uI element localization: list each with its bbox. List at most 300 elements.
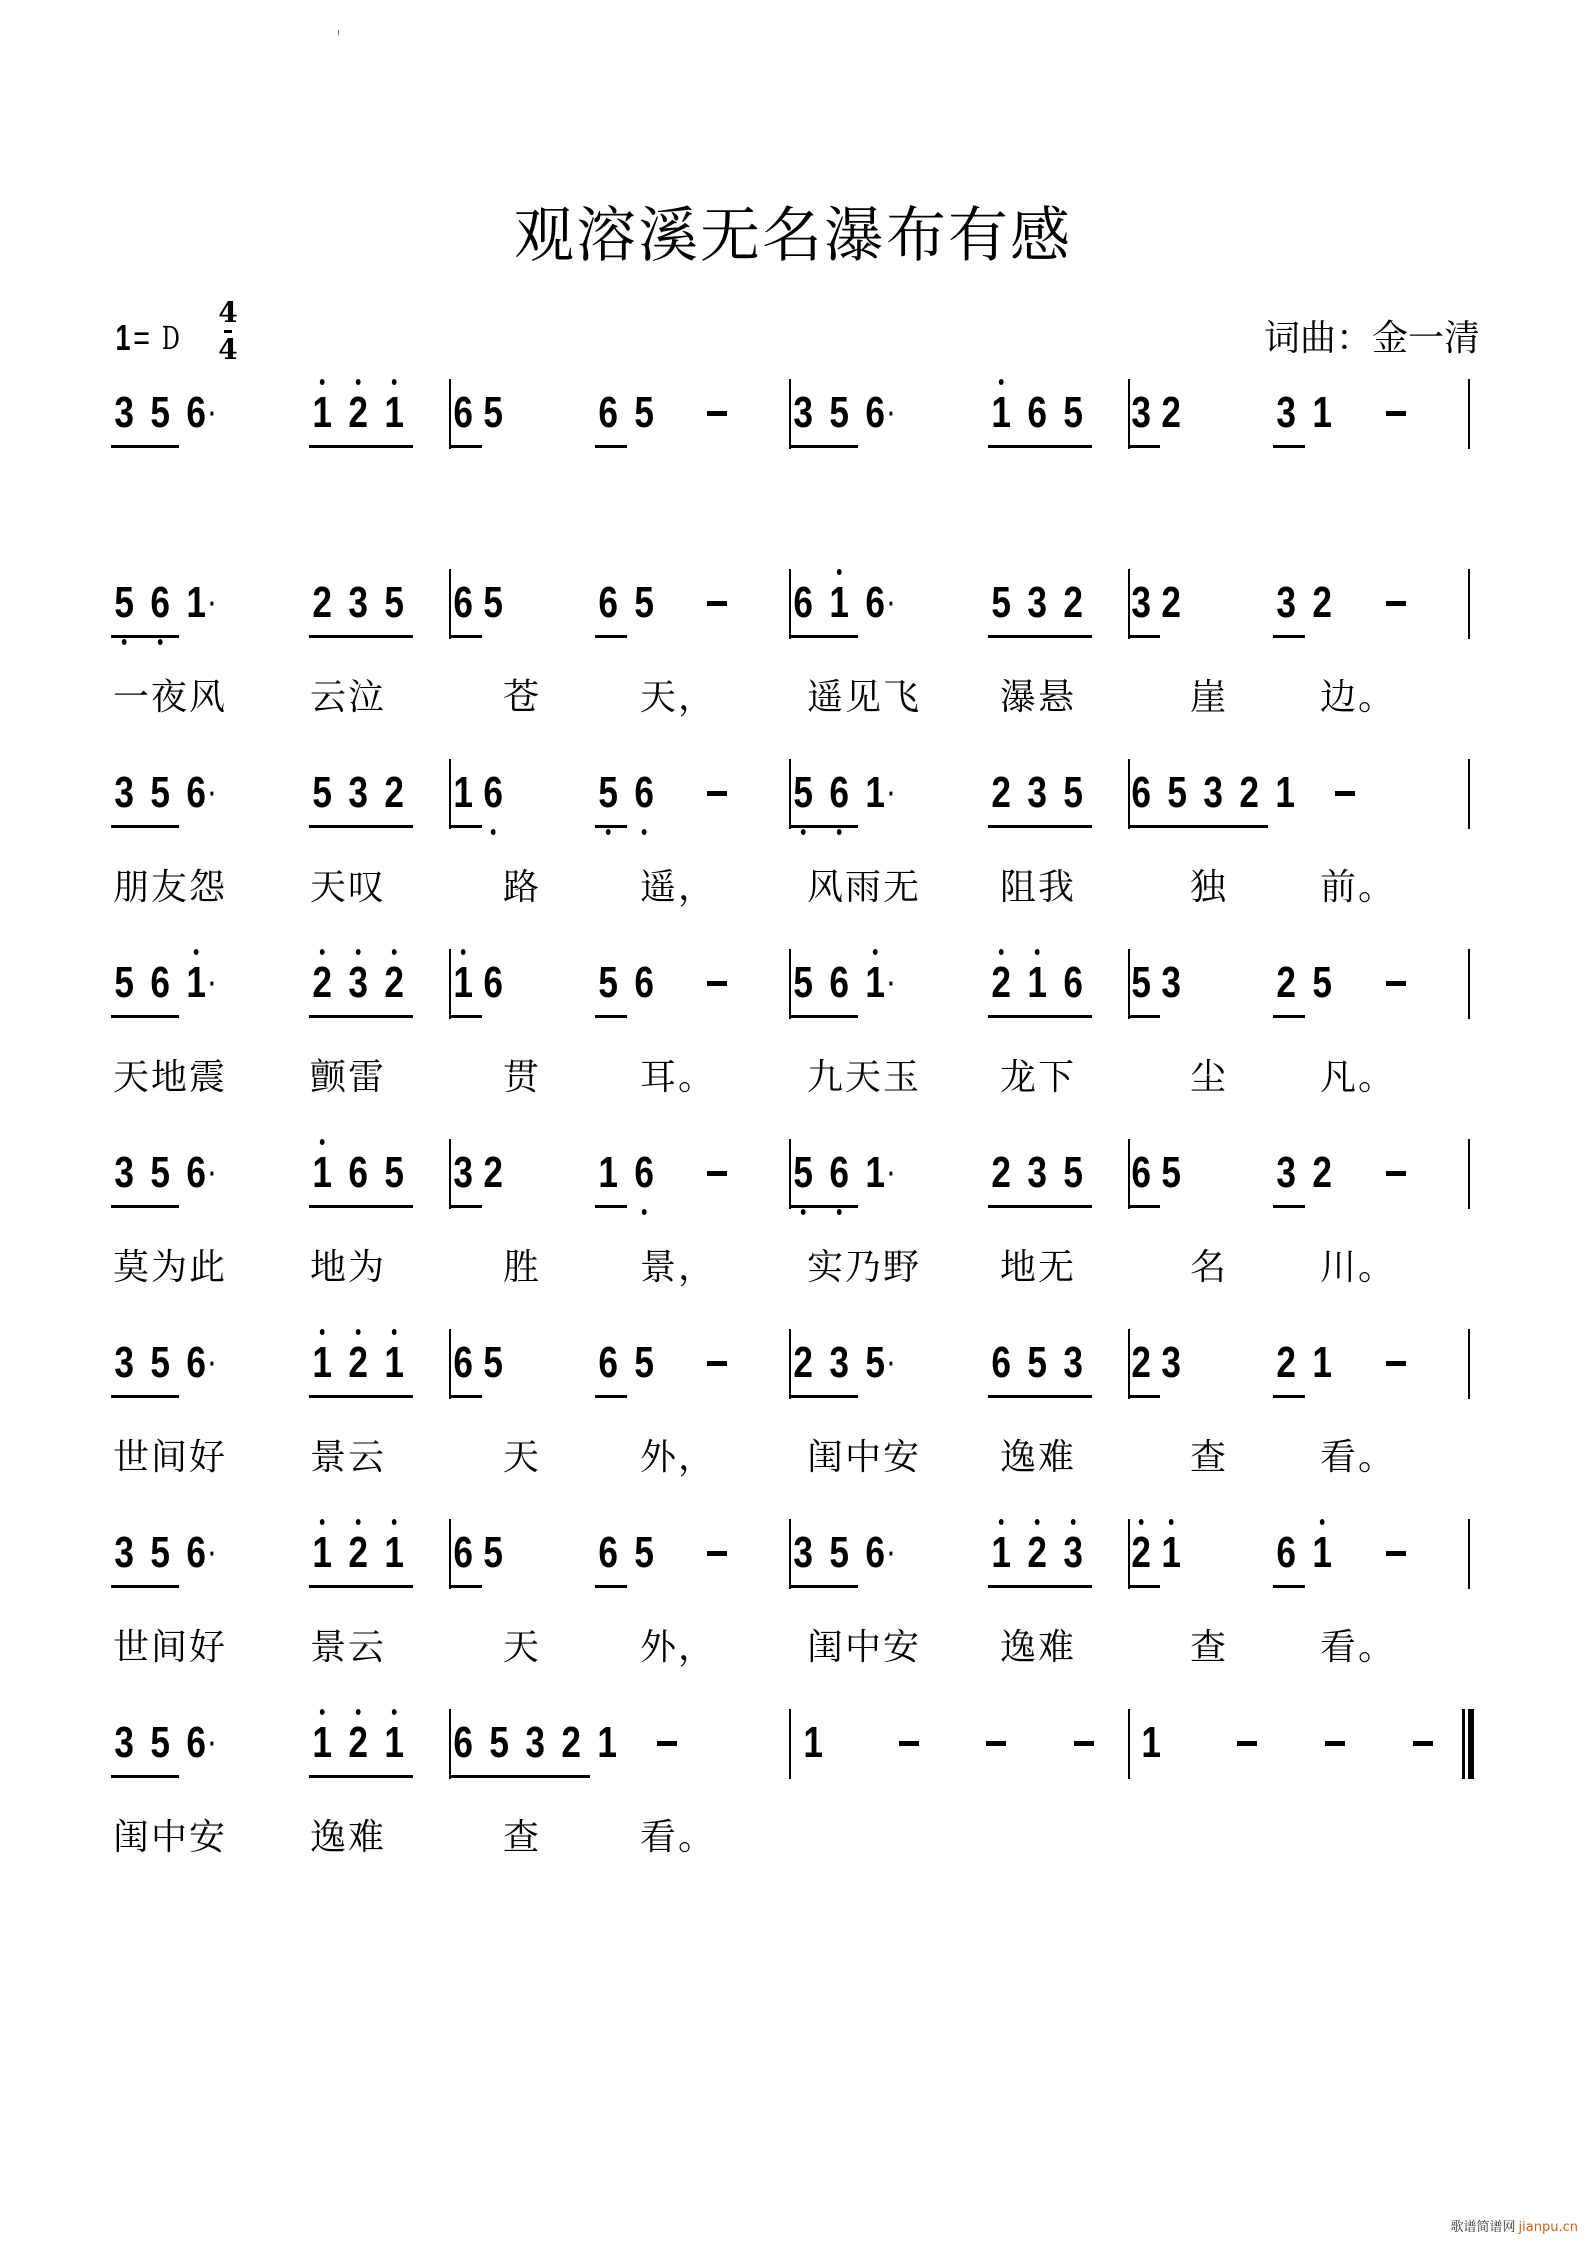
note [1275,385,1297,441]
underline-beam [790,825,858,828]
note-digit: 6 [1131,1148,1151,1197]
barline [1468,949,1470,1019]
note-digit: 3 [1276,578,1297,627]
note [383,1715,405,1771]
note [1160,1335,1182,1391]
underline-beam [988,1395,1092,1398]
note [113,1145,135,1201]
barline [1468,1519,1470,1589]
underline-beam [1273,1395,1305,1398]
note [185,1145,216,1201]
note [597,575,619,631]
score-row [0,385,1586,555]
note-digit: 5 [792,1145,814,1201]
note [1130,1335,1152,1391]
note [1026,1335,1048,1391]
note [185,385,216,441]
note [1275,955,1297,1011]
note-digit: 3 [114,768,134,817]
augmentation-dot: · [888,1158,895,1188]
underline-beam [595,445,627,448]
note-digit: 6 [865,388,885,437]
note-digit: 5 [1312,958,1333,1007]
lyric-syllables: 看。 [1320,1627,1397,1668]
note [185,1335,216,1391]
hold-dash [1335,791,1355,796]
barline [789,569,791,639]
note-digit: 1 [828,575,850,631]
underline-beam [1128,1205,1160,1208]
score-row [0,955,1586,1125]
note [1160,1145,1182,1201]
lyric-syllables: 尘 [1190,1057,1229,1098]
note-digit: 1 [597,1718,617,1767]
note-digit: 5 [634,1338,654,1387]
note [990,1525,1012,1581]
underline-beam [309,445,413,448]
lyric-syllables: 看。 [640,1817,717,1858]
note [383,1145,405,1201]
barline [449,379,451,449]
note [185,955,216,1011]
underline-beam [988,445,1092,448]
note [1130,1145,1152,1201]
lyric-syllables: 遥见飞 [807,677,922,718]
underline-beam [111,825,179,828]
note [597,1145,619,1201]
note [1160,1525,1182,1581]
lyric-syllables: 外， [640,1437,717,1478]
note [596,1715,618,1771]
note-digit: 6 [598,388,618,437]
note [990,955,1012,1011]
note [1166,765,1188,821]
lyric-syllables: 路 [503,867,542,908]
note [149,1145,171,1201]
note-digit: 1 [311,1335,333,1391]
score-row [0,765,1586,935]
hold-dash [707,1551,727,1556]
note-digit: 1 [598,1148,618,1197]
note [149,575,171,631]
lyric-syllables: 天叹 [310,867,387,908]
note [347,1525,369,1581]
note [792,1335,814,1391]
note-digit: 5 [384,1148,405,1197]
note [864,1335,895,1391]
barline [1128,1709,1130,1779]
note-digit: 5 [829,388,849,437]
hold-dash [707,791,727,796]
note-digit: 1 [865,1148,885,1197]
note-digit: 6 [828,1145,850,1201]
hold-dash [707,411,727,416]
lyric-syllables: 耳。 [640,1057,717,1098]
note-digit: 1 [1275,768,1295,817]
note-digit: 3 [114,388,134,437]
augmentation-dot: · [888,778,895,808]
note-digit: 1 [990,385,1012,441]
lyric-syllables: 闺中安 [113,1817,228,1858]
hold-dash [1386,1171,1406,1176]
hold-dash [1413,1741,1433,1746]
lyric-syllables: 龙下 [1000,1057,1077,1098]
lyric-syllables: 贯 [503,1057,542,1098]
note [482,1145,504,1201]
note-digit: 2 [384,768,405,817]
note-digit: 6 [865,578,885,627]
augmentation-dot: · [209,1348,216,1378]
barline [1468,1329,1470,1399]
score-row [0,1335,1586,1505]
watermark-text: 歌谱简谱网 [1450,2220,1516,2235]
note [311,1525,333,1581]
augmentation-dot: · [888,398,895,428]
note [1026,575,1048,631]
note [1026,765,1048,821]
lyric-syllables: 逸难 [310,1817,387,1858]
note-digit: 5 [114,958,134,1007]
underline-beam [790,1015,858,1018]
note-digit: 2 [311,955,333,1011]
note-digit: 6 [186,1718,206,1767]
note [347,1335,369,1391]
note-digit: 1 [185,955,207,1011]
note [113,575,135,631]
note-digit: 3 [348,768,369,817]
underline-beam [309,1585,413,1588]
note [792,1525,814,1581]
note-digit: 2 [1130,1525,1152,1581]
note [482,575,504,631]
note [113,1335,135,1391]
note [633,385,655,441]
note [1062,385,1084,441]
underline-beam [1128,825,1268,828]
barline [789,1519,791,1589]
note-digit: 6 [598,578,618,627]
note-digit: 1 [383,1335,405,1391]
note-digit: 5 [150,1718,170,1767]
underline-beam [450,1395,482,1398]
note [113,1525,135,1581]
note [1311,1145,1333,1201]
underline-beam [595,1205,627,1208]
lyric-syllables: 地无 [1000,1247,1077,1288]
note [452,575,474,631]
underline-beam [309,1395,413,1398]
note-digit: 6 [348,1148,369,1197]
note-digit: 5 [1131,958,1151,1007]
note [633,1145,655,1201]
augmentation-dot: · [888,968,895,998]
lyric-syllables: 风雨无 [807,867,922,908]
note-digit: 1 [1312,1338,1333,1387]
lyric-syllables: 世间好 [113,1437,228,1478]
note-digit: 5 [150,388,170,437]
note-digit: 1 [803,1718,824,1767]
note [633,1335,655,1391]
barline [1468,569,1470,639]
note [185,1525,216,1581]
note [1130,765,1152,821]
underline-beam [790,635,858,638]
lyric-syllables: 莫为此 [113,1247,228,1288]
underline-beam [988,825,1092,828]
note-digit: 3 [1161,1338,1181,1387]
note-digit: 6 [634,958,654,1007]
note [1311,575,1333,631]
note-digit: 3 [114,1718,134,1767]
lyric-syllables: 崖 [1190,677,1229,718]
note-digit: 3 [1276,388,1297,437]
barline [1468,1139,1470,1209]
note-digit: 2 [312,578,333,627]
note [347,575,369,631]
underline-beam [595,825,627,828]
note-digit: 3 [793,1528,813,1577]
note [185,765,216,821]
barline [789,759,791,829]
note [482,385,504,441]
note [149,1335,171,1391]
note-digit: 6 [483,958,503,1007]
note [597,955,619,1011]
note-digit: 2 [1131,1338,1151,1387]
note-digit: 6 [149,575,171,631]
note-digit: 1 [186,578,206,627]
note-digit: 5 [483,388,503,437]
note [633,955,655,1011]
note-digit: 5 [1063,388,1084,437]
note [347,955,369,1011]
note-digit: 5 [1063,1148,1084,1197]
note-digit: 2 [1239,768,1259,817]
note [1062,575,1084,631]
time-signature [218,298,238,365]
note-digit: 2 [991,768,1012,817]
note [633,1525,655,1581]
note-digit: 3 [1276,1148,1297,1197]
lyric-syllables: 逸难 [1000,1437,1077,1478]
note-digit: 1 [383,1715,405,1771]
note-digit: 2 [1312,578,1333,627]
note-digit: 3 [1062,1525,1084,1581]
barline [789,1139,791,1209]
lyric-syllables: 九天玉 [807,1057,922,1098]
underline-beam [790,1585,858,1588]
augmentation-dot: · [209,1728,216,1758]
note [633,575,655,631]
note-digit: 5 [483,578,503,627]
note [990,1145,1012,1201]
underline-beam [450,1205,482,1208]
lyric-syllables: 朋友怨 [113,867,228,908]
note-digit: 6 [186,1148,206,1197]
note-digit: 5 [634,578,654,627]
barline [1462,1709,1465,1779]
score-row [0,1715,1586,1885]
note-digit: 2 [990,955,1012,1011]
underline-beam [790,1395,858,1398]
note [1130,955,1152,1011]
note [1130,575,1152,631]
augmentation-dot: · [209,968,216,998]
note-digit: 6 [865,1528,885,1577]
note-digit: 3 [1027,578,1048,627]
note-digit: 6 [598,1528,618,1577]
note-digit: 1 [865,768,885,817]
note-digit: 3 [1203,768,1223,817]
barline [789,1709,791,1779]
lyric-syllables: 天 [503,1437,542,1478]
hold-dash [1386,411,1406,416]
note-digit: 5 [865,1338,885,1387]
hold-dash [1386,1361,1406,1366]
note-digit: 5 [991,578,1012,627]
note-digit: 5 [829,1528,849,1577]
note [1275,1335,1297,1391]
note [828,385,850,441]
lyric-syllables: 景云 [310,1437,387,1478]
lyric-syllables: 查 [1190,1627,1229,1668]
underline-beam [450,1585,482,1588]
note-digit: 6 [186,768,206,817]
note-digit: 6 [991,1338,1012,1387]
note [452,955,474,1011]
hold-dash [1386,1551,1406,1556]
note-digit: 6 [186,1528,206,1577]
note [1311,385,1333,441]
note [864,1525,895,1581]
note-digit: 6 [829,958,849,1007]
note-digit: 3 [1161,958,1181,1007]
barline [789,1329,791,1399]
note [990,575,1012,631]
barline [449,1519,451,1589]
note [383,385,405,441]
note-digit: 6 [633,765,655,821]
barline [789,379,791,449]
barline [449,1709,451,1779]
underline-beam [1273,1015,1305,1018]
note-digit: 6 [150,958,170,1007]
note [1275,1145,1297,1201]
note-digit: 1 [1141,1718,1162,1767]
note [1062,1335,1084,1391]
hold-dash [1386,601,1406,606]
note [864,765,895,821]
note [1311,1525,1333,1581]
underline-beam [988,1015,1092,1018]
note [383,955,405,1011]
note [185,1715,216,1771]
note-digit: 3 [114,1148,134,1197]
note-digit: 5 [150,1338,170,1387]
underline-beam [111,1395,179,1398]
time-signature-bottom: 4 [218,333,238,366]
note-digit: 1 [311,1715,333,1771]
note [347,385,369,441]
underline-beam [450,825,482,828]
note [113,385,135,441]
underline-beam [111,1775,179,1778]
note [452,1335,474,1391]
note-digit: 2 [347,1335,369,1391]
lyric-syllables: 凡。 [1320,1057,1397,1098]
underline-beam [1128,1395,1160,1398]
underline-beam [595,1395,627,1398]
note-digit: 3 [829,1338,849,1387]
note-digit: 5 [384,578,405,627]
note-digit: 2 [1063,578,1084,627]
lyricist-composer: 词曲：金一清 [1263,318,1480,359]
underline-beam [450,635,482,638]
note-digit: 5 [1027,1338,1048,1387]
lyric-syllables: 独 [1190,867,1229,908]
note-digit: 5 [483,1528,503,1577]
note [311,575,333,631]
note-digit: 5 [489,1718,509,1767]
lyric-syllables: 天 [503,1627,542,1668]
barline [449,759,451,829]
note [482,955,504,1011]
note-digit: 3 [114,1528,134,1577]
note-digit: 2 [347,385,369,441]
note-digit: 6 [1027,388,1048,437]
augmentation-dot: · [209,588,216,618]
note [1160,955,1182,1011]
note [311,1335,333,1391]
lyric-syllables: 景云 [310,1627,387,1668]
note-digit: 3 [114,1338,134,1387]
note [560,1715,582,1771]
underline-beam [309,1205,413,1208]
lyric-syllables: 前。 [1320,867,1397,908]
key-tonic: D [161,319,180,357]
lyric-syllables: 阻我 [1000,867,1077,908]
underline-beam [1273,1205,1305,1208]
lyric-syllables: 苍 [503,677,542,718]
note-digit: 2 [1161,388,1181,437]
augmentation-dot: · [888,588,895,618]
note [1160,385,1182,441]
barline [449,569,451,639]
lyric-syllables: 一夜风 [113,677,228,718]
note-digit: 5 [1167,768,1187,817]
lyric-syllables: 颤雷 [310,1057,387,1098]
note-digit: 3 [1131,388,1151,437]
note [113,955,135,1011]
note-digit: 2 [347,1715,369,1771]
note [1130,385,1152,441]
note [452,1525,474,1581]
note-digit: 1 [1026,955,1048,1011]
augmentation-dot: · [209,398,216,428]
lyric-syllables: 逸难 [1000,1627,1077,1668]
underline-beam [309,635,413,638]
note [113,1715,135,1771]
note [1062,955,1084,1011]
note-digit: 5 [792,765,814,821]
underline-beam [1128,635,1160,638]
note-digit: 5 [150,1148,170,1197]
key-equals: = [133,317,150,358]
note-digit: 6 [598,1338,618,1387]
lyric-syllables: 天地震 [113,1057,228,1098]
note [792,385,814,441]
note [383,1525,405,1581]
